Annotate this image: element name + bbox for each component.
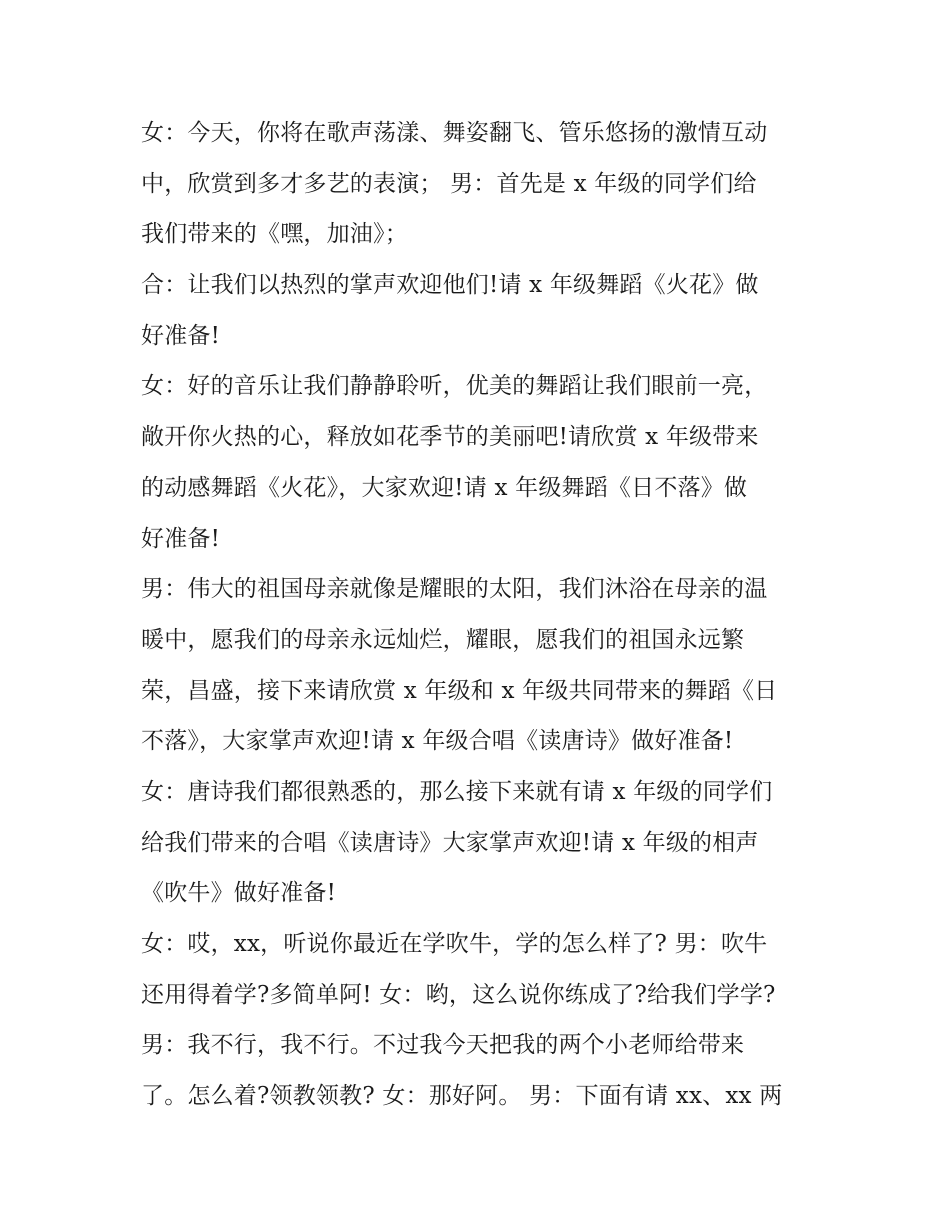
text-line: 男：我不行，我不行。不过我今天把我的两个小老师给带来	[141, 1032, 745, 1059]
text-line: 女：唐诗我们都很熟悉的，那么接下来就有请 x 年级的同学们	[141, 778, 773, 805]
text-line: 还用得着学?多简单阿! 女：哟，这么说你练成了?给我们学学?	[141, 981, 776, 1008]
text-line: 荣，昌盛，接下来请欣赏 x 年级和 x 年级共同带来的舞蹈《日	[141, 677, 778, 704]
text-line: 好准备!	[141, 322, 221, 349]
text-line: 了。怎么着?领教领教? 女：那好阿。 男：下面有请 xx、xx 两	[141, 1083, 783, 1110]
text-line: 的动感舞蹈《火花》，大家欢迎!请 x 年级舞蹈《日不落》做	[141, 474, 748, 501]
text-line: 女：哎，xx，听说你最近在学吹牛，学的怎么样了? 男：吹牛	[141, 931, 768, 957]
text-line: 女：今天，你将在歌声荡漾、舞姿翻飞、管乐悠扬的激情互动	[141, 120, 768, 146]
text-line: 暖中，愿我们的母亲永远灿烂，耀眼，愿我们的祖国永远繁	[141, 626, 745, 653]
text-line: 合：让我们以热烈的掌声欢迎他们!请 x 年级舞蹈《火花》做	[141, 272, 759, 299]
text-line: 男：伟大的祖国母亲就像是耀眼的太阳，我们沐浴在母亲的温	[141, 576, 768, 603]
text-line: 不落》，大家掌声欢迎!请 x 年级合唱《读唐诗》做好准备!	[141, 728, 734, 755]
text-line: 我们带来的《嘿，加油》；	[141, 221, 408, 248]
script-text	[141, 108, 821, 1122]
text-line: 女：好的音乐让我们静静聆听，优美的舞蹈让我们眼前一亮，	[141, 373, 768, 400]
text-line: 中，欣赏到多才多艺的表演； 男：首先是 x 年级的同学们给	[141, 170, 757, 197]
text-line: 给我们带来的合唱《读唐诗》大家掌声欢迎!请 x 年级的相声	[141, 829, 759, 856]
text-line: 好准备!	[141, 525, 221, 552]
text-line: 《吹牛》做好准备!	[141, 880, 337, 907]
text-line: 敞开你火热的心，释放如花季节的美丽吧!请欣赏 x 年级带来	[141, 424, 759, 451]
